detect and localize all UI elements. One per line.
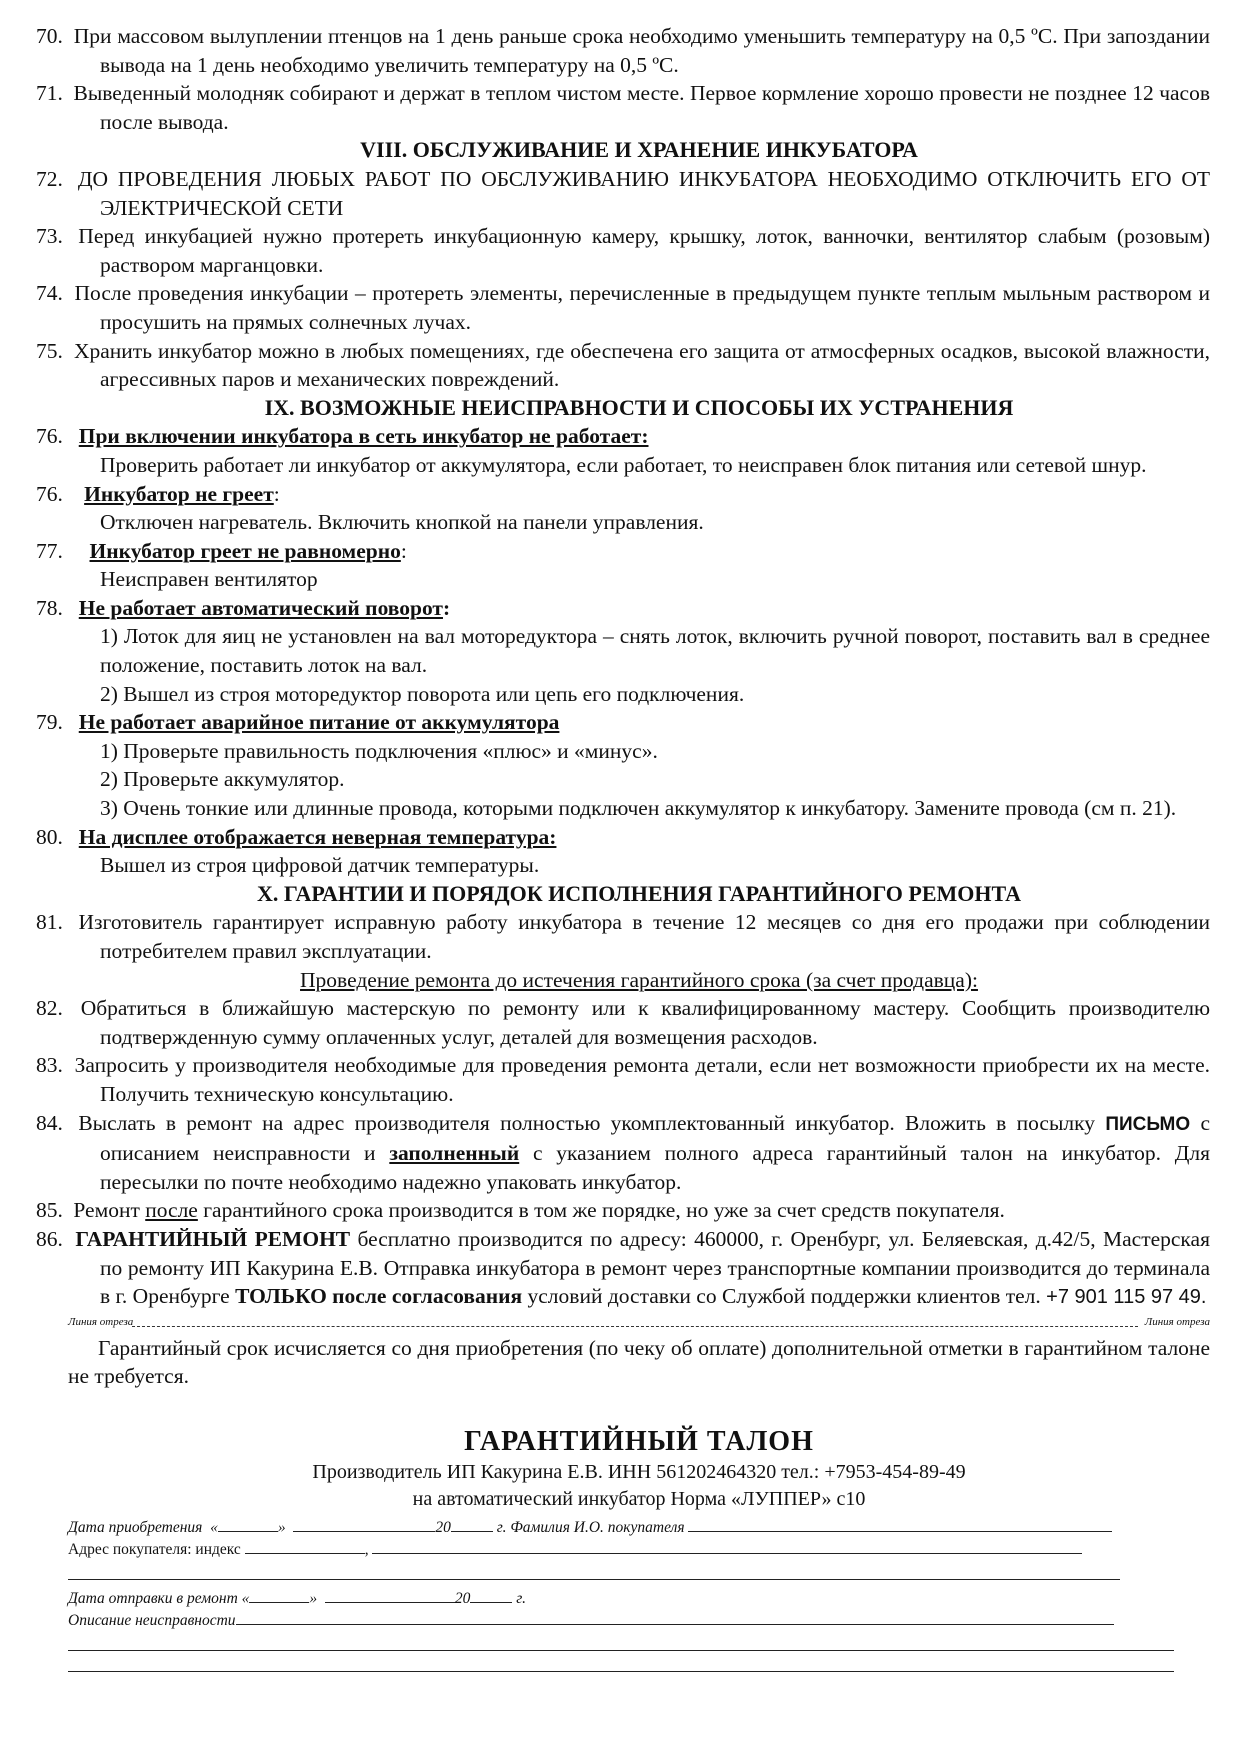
document-page bbox=[36, 22, 1211, 1672]
fault-remedy: Вышел из строя цифровой датчик температуры. bbox=[100, 853, 540, 878]
address-continuation-line[interactable] bbox=[68, 1559, 1120, 1580]
address-field[interactable] bbox=[372, 1537, 1082, 1554]
cut-line-label-left: Линия отреза bbox=[68, 1315, 134, 1328]
section-heading-10: X. ГАРАНТИИ И ПОРЯДОК ИСПОЛНЕНИЯ ГАРАНТИЙНОГО РЕМОНТА bbox=[257, 880, 1021, 906]
send-year-field[interactable] bbox=[470, 1586, 512, 1603]
cut-line-label-right: Линия отреза bbox=[1144, 1315, 1210, 1328]
fault-remedy: 1) Проверьте правильность подключения «плюс» и «минус». bbox=[100, 738, 658, 763]
fault-heading: 80. На дисплее отображается неверная температура: bbox=[36, 824, 557, 849]
talon-title: ГАРАНТИЙНЫЙ ТАЛОН bbox=[464, 1425, 814, 1457]
fault-heading: 76. Инкубатор не греет: bbox=[36, 481, 280, 506]
fault-remedy: 2) Проверьте аккумулятор. bbox=[100, 767, 345, 792]
subheading: Проведение ремонта до истечения гарантийного срока (за счет продавца): bbox=[300, 967, 978, 992]
fault-remedy: Проверить работает ли инкубатор от аккумулятора, если работает, то неисправен блок питания или сетевой шнур. bbox=[100, 452, 1147, 477]
list-item: 83. Запросить у производителя необходимые для проведения ремонта детали, если нет возможности приобрести их на месте. Получить техническую консультацию. bbox=[36, 1053, 1210, 1106]
list-item: 84. Выслать в ремонт на адрес производителя полностью укомплектованный инкубатор. Вложить в посылку ПИСЬМО с описанием неисправности и заполненный с указанием полного адреса гарантийный талон на инкубатор. Для пересылки по почте необходимо надежно упаковать инкубатор. bbox=[36, 1110, 1211, 1194]
talon-model: на автоматический инкубатор Норма «ЛУППЕР» с10 bbox=[412, 1487, 866, 1510]
send-date-row: Дата отправки в ремонт « » 20 г. bbox=[68, 1586, 1210, 1608]
cut-line bbox=[68, 1316, 1210, 1334]
fault-description-line[interactable] bbox=[68, 1630, 1174, 1651]
purchase-day-field[interactable] bbox=[218, 1515, 278, 1532]
send-day-field[interactable] bbox=[249, 1586, 309, 1603]
list-item: 75. Хранить инкубатор можно в любых помещениях, где обеспечена его защита от атмосферных осадков, высокой влажности, агрессивных паров и механических повреждений. bbox=[36, 338, 1210, 392]
list-item: 72. ДО ПРОВЕДЕНИЯ ЛЮБЫХ РАБОТ ПО ОБСЛУЖИВАНИЮ ИНКУБАТОРА НЕОБХОДИМО ОТКЛЮЧИТЬ ЕГО ОТ ЭЛЕКТРИЧЕСКОЙ СЕТИ bbox=[36, 166, 1211, 220]
fault-description-row: Описание неисправности bbox=[68, 1608, 1210, 1630]
section-heading-9: IX. ВОЗМОЖНЫЕ НЕИСПРАВНОСТИ И СПОСОБЫ ИХ УСТРАНЕНИЯ bbox=[264, 394, 1014, 420]
buyer-name-field[interactable] bbox=[688, 1515, 1112, 1532]
fault-heading: 76. При включении инкубатора в сеть инкубатор не работает: bbox=[36, 424, 649, 449]
talon-maker: Производитель ИП Какурина Е.В. ИНН 561202464320 тел.: +7953-454-89-49 bbox=[312, 1460, 966, 1483]
list-item: 74. После проведения инкубации – протереть элементы, перечисленные в предыдущем пункте теплым мыльным раствором и просушить на прямых солнечных лучах. bbox=[36, 281, 1210, 334]
fault-heading: 77. Инкубатор греет не равномерно: bbox=[36, 538, 407, 563]
list-item: 81. Изготовитель гарантирует исправную работу инкубатора в течение 12 месяцев со дня его продажи при соблюдении потребителем правил эксплуатации. bbox=[36, 910, 1211, 963]
fault-remedy: 1) Лоток для яиц не установлен на вал моторедуктора – снять лоток, включить ручной поворот, поставить вал в среднее положение, поставить лоток на вал. bbox=[100, 624, 1210, 678]
purchase-date-row: Дата приобретения « » 20 г. Фамилия И.О. покупателя bbox=[68, 1515, 1210, 1537]
fault-description-field[interactable] bbox=[236, 1608, 1114, 1625]
section-heading-8: VIII. ОБСЛУЖИВАНИЕ И ХРАНЕНИЕ ИНКУБАТОРА bbox=[360, 137, 918, 163]
fault-heading: 78. Не работает автоматический поворот: bbox=[36, 595, 451, 620]
list-item: 71. Выведенный молодняк собирают и держат в теплом чистом месте. Первое кормление хорошо провести не позднее 12 часов после вывода. bbox=[36, 81, 1210, 134]
list-item: 73. Перед инкубацией нужно протереть инкубационную камеру, крышку, лоток, ванночки, вентилятор слабым (розовым) раствором марганцовки. bbox=[36, 224, 1210, 277]
list-item: 85. Ремонт после гарантийного срока производится в том же порядке, но уже за счет средств покупателя. bbox=[36, 1198, 1005, 1223]
send-month-field[interactable] bbox=[325, 1586, 455, 1603]
purchase-month-field[interactable] bbox=[293, 1515, 435, 1532]
fault-description-line[interactable] bbox=[68, 1651, 1174, 1672]
fault-heading: 79. Не работает аварийное питание от аккумулятора bbox=[36, 710, 560, 735]
fault-remedy: 3) Очень тонкие или длинные провода, которыми подключен аккумулятор к инкубатору. Замените провода (см п. 21). bbox=[100, 796, 1177, 821]
fault-remedy: 2) Вышел из строя моторедуктор поворота или цепь его подключения. bbox=[100, 681, 745, 706]
cut-line-dashes bbox=[132, 1326, 1138, 1327]
fault-remedy: Отключен нагреватель. Включить кнопкой на панели управления. bbox=[100, 510, 704, 535]
postal-index-field[interactable] bbox=[245, 1537, 365, 1554]
list-item: 70. При массовом вылуплении птенцов на 1 день раньше срока необходимо уменьшить температуру на 0,5 ºС. При запоздании вывода на 1 день необходимо увеличить температуру на 0,5 ºС. bbox=[36, 24, 1211, 77]
address-row: Адрес покупателя: индекс , bbox=[68, 1537, 1210, 1559]
fault-remedy: Неисправен вентилятор bbox=[100, 567, 318, 592]
list-item: 86. ГАРАНТИЙНЫЙ РЕМОНТ бесплатно производится по адресу: 460000, г. Оренбург, ул. Беляевская, д.42/5, Мастерская по ремонту ИП Какурина Е.В. Отправка инкубатора в ремонт через транспортные компании производится до терминала в г. Оренбурге ТОЛЬКО после согласования условий доставки со Службой поддержки клиентов тел. +7 901 115 97 49. bbox=[36, 1226, 1210, 1309]
list-item: 82. Обратиться в ближайшую мастерскую по ремонту или к квалифицированному мастеру. Сообщить производителю подтвержденную сумму оплаченных услуг, деталей для возмещения расходов. bbox=[36, 996, 1211, 1049]
purchase-year-field[interactable] bbox=[451, 1515, 493, 1532]
warranty-note: Гарантийный срок исчисляется со дня приобретения (по чеку об оплате) дополнительной отметки в гарантийном талоне не требуется. bbox=[68, 1335, 1210, 1389]
talon-form bbox=[68, 1515, 1210, 1672]
